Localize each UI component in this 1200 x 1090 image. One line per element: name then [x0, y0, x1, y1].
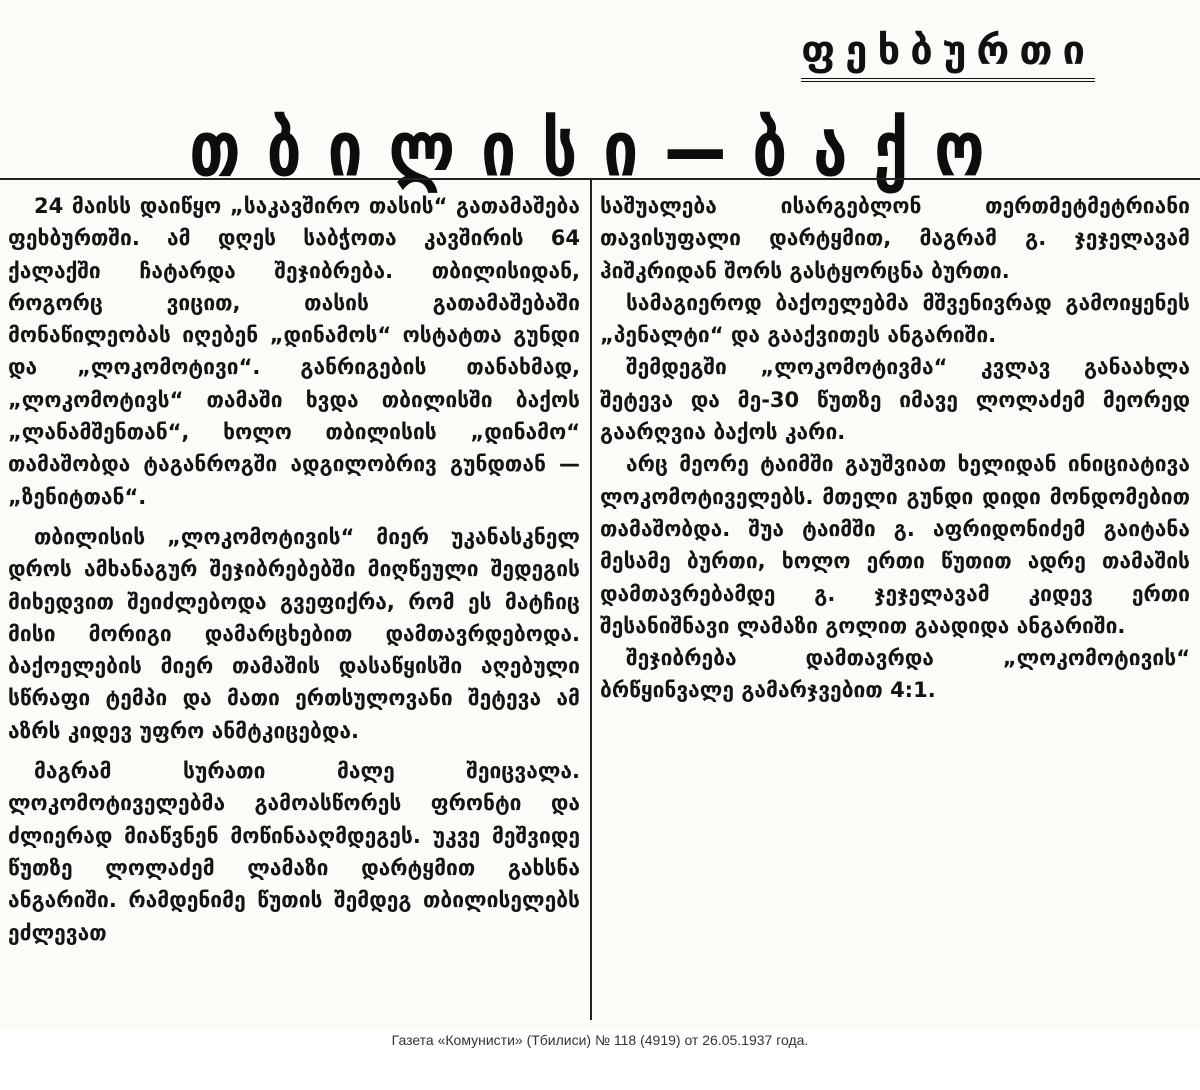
- article-paragraph: საშუალება ისარგებლონ თერთმეტმეტრიანი თავისუფალი დარტყმით, მაგრამ გ. ჯეჯელავამ ჰიშკრიდან შორს გასტყორცნა ბურთი.: [600, 194, 1190, 283]
- article-paragraph: შეჯიბრება დამთავრდა „ლოკომოტივის“ ბრწყინვალე გამარჯვებით 4:1.: [600, 646, 1190, 703]
- article-paragraph: სამაგიეროდ ბაქოელებმა მშვენივრად გამოიყენეს „პენალტი“ და გააქვითეს ანგარიში.: [600, 290, 1190, 348]
- section-label: ფეხბურთი: [801, 28, 1095, 82]
- column-divider: [590, 180, 592, 1020]
- article-paragraph: თბილისის „ლოკომოტივის“ მიერ უკანასკნელ დროს ამხანაგურ შეჯიბრებებში მიღწეული შედეგის მიხედვით შეიძლებოდა გვეფიქრა, რომ ეს მატჩიც მისი მორიგი დამარცხებით დამთავრდებოდა. ბაქოელების მიერ თამაშის დასაწყისში აღებული სწრაფი ტემპი და მათი ერთსულოვანი შეტევა ამ აზრს კიდევ უფრო ანმტკიცებდა.: [8, 524, 580, 743]
- article-column-right: [600, 190, 1190, 707]
- article-paragraph: შემდეგში „ლოკომოტივმა“ კვლავ განაახლა შეტევა და მე-30 წუთზე იმავე ლოლაძემ მეორედ გაარღვია ბაქოს კარი.: [600, 355, 1190, 445]
- article-paragraph: მაგრამ სურათი მალე შეიცვალა. ლოკომოტიველებმა გამოასწორეს ფრონტი და ძლიერად მიაწვნენ მოწინააღმდეგეს. უკვე მეშვიდე წუთზე ლოლაძემ ლამაზი დარტყმით გახსნა ანგარიში. რამდენიმე წუთის შემდეგ თბილისელებს ეძლევათ: [8, 759, 580, 945]
- article-paragraph: 24 მაისს დაიწყო „საკავშირო თასის“ გათამაშება ფეხბურთში. ამ დღეს საბჭოთა კავშირის 64 ქალაქში ჩატარდა შეჯიბრება. თბილისიდან, როგორც ვიცით, თასის გათამაშებაში მონაწილეობას იღებენ „დინამოს“ ოსტატთა გუნდი და „ლოკომოტივი“. განრიგების თანახმად, „ლოკომოტივს“ თამაში ხვდა თბილისში ბაქოს „ლანამშენთან“, ხოლო თბილისის „დინამო“ თამაშობდა ტაგანროგში ადგილობრივ გუნდთან — „ზენიტთან“.: [8, 194, 580, 509]
- headline-rule: [0, 178, 1200, 180]
- article-headline: თბილისი—ბაქო: [189, 102, 1011, 195]
- article-column-left: [8, 190, 580, 949]
- article-paragraph: არც მეორე ტაიმში გაუშვიათ ხელიდან ინიციატივა ლოკომოტიველებს. მთელი გუნდი დიდი მონდომებით თამაშობდა. შუა ტაიმში გ. აფრიდონიძემ გაიტანა მესამე ბურთი, ხოლო ერთი წუთით ადრე თამაშის დამთავრებამდე გ. ჯეჯელავამ კიდევ ერთი შესანიშნავი ლამაზი გოლით გაადიდა ანგარიში.: [600, 452, 1190, 638]
- image-caption: Газета «Комунисти» (Тбилиси) № 118 (4919) от 26.05.1937 года.: [391, 1032, 809, 1048]
